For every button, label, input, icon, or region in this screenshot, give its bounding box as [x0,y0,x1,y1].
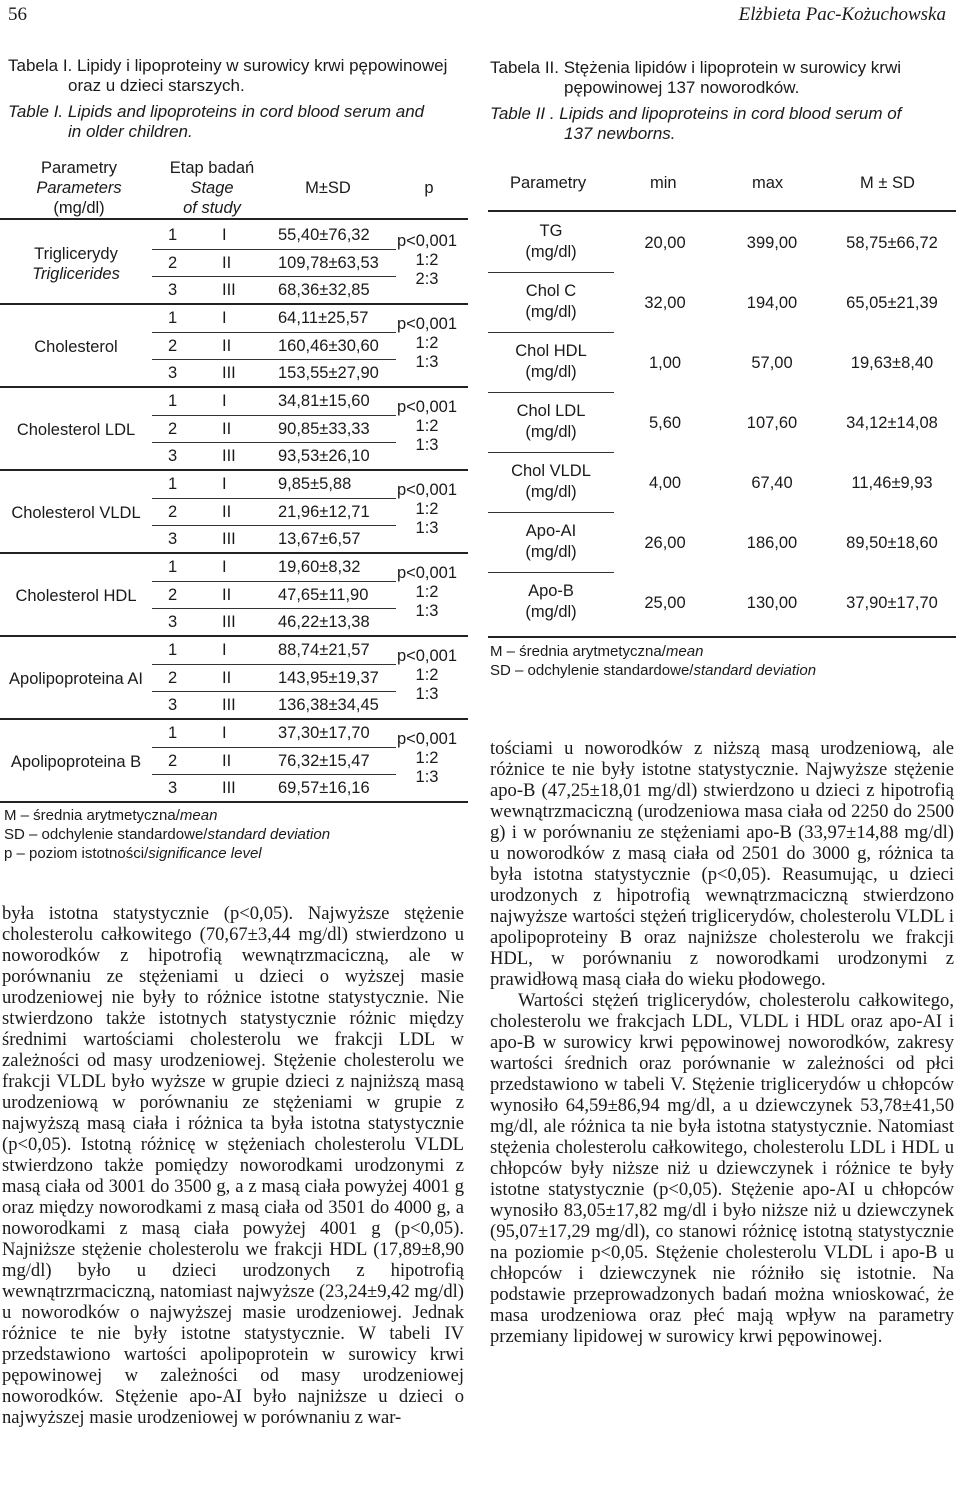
msd-value: 136,38±34,45 [278,696,379,714]
table1-group-name-en: Triglicerides [32,265,120,283]
table1-caption-en-2: in older children. [68,122,193,141]
min-value: 32,00 [644,294,686,312]
msd-value: 153,55±27,90 [278,364,379,382]
p-value-p3: 1:3 [415,519,439,537]
p-value-p1: p<0,001 [396,730,458,748]
stage-roman: II [222,502,232,521]
table-row [488,460,956,520]
stage-roman: III [222,779,236,797]
table2-caption-pl-2: pępowinowej 137 noworodków. [564,78,800,97]
table1-p-values [382,315,472,372]
table1-group-name [0,420,152,440]
stage-number: 3 [168,530,178,548]
stage-number: 3 [168,281,178,299]
msd-value: 37,90±17,70 [846,594,938,612]
stage-number: 2 [168,336,178,355]
stage-number: 2 [168,585,178,604]
msd-value: 9,85±5,88 [278,475,352,493]
table1-p-values [382,232,472,289]
table1-group-rule [0,635,468,637]
table1-notes [4,806,474,863]
header-stage-en-1: Stage [190,179,234,197]
param-name: Chol C [525,282,577,300]
param-unit: (mg/dl) [525,483,577,501]
msd-value: 160,46±30,60 [278,336,379,355]
msd-value: 13,67±6,57 [278,530,361,548]
table2-param-rule [488,512,614,513]
table1-group-name [0,586,152,606]
stage-number: 1 [168,724,178,742]
msd-value: 21,96±12,71 [278,502,370,521]
stage-roman: I [222,558,227,576]
stage-roman: I [222,226,227,244]
header-stage-pl: Etap badań [169,159,255,177]
table2-header-max: max [752,174,784,192]
stage-number: 3 [168,613,178,631]
p-value-p1: p<0,001 [396,481,458,499]
msd-value: 55,40±76,32 [278,226,370,244]
stage-roman: III [222,447,236,465]
table-row [488,580,956,640]
p-value-p1: p<0,001 [396,398,458,416]
stage-number: 1 [168,392,178,410]
msd-value: 58,75±66,72 [846,234,938,252]
msd-value: 34,12±14,08 [846,414,938,432]
table1-group-rule [0,386,468,388]
p-value-p2: 1:2 [415,417,439,435]
param-unit: (mg/dl) [525,423,577,441]
table2-caption [490,58,960,144]
stage-roman: II [222,751,232,770]
table2-caption-pl-1: Tabela II. Stężenia lipidów i lipoprotein w surowicy krwi [490,58,902,77]
table1-group-name-pl: Apolipoproteina B [10,753,142,771]
stage-roman: I [222,724,227,742]
param-name: Apo-B [528,582,574,600]
max-value: 107,60 [746,414,798,432]
stage-number: 3 [168,447,178,465]
param-unit: (mg/dl) [525,243,577,261]
param-unit: (mg/dl) [525,603,577,621]
table1-header-rule [0,218,468,220]
max-value: 399,00 [746,234,798,252]
param-name: Chol LDL [516,402,586,420]
msd-value: 37,30±17,70 [278,724,370,742]
stage-roman: III [222,530,236,548]
stage-number: 1 [168,226,178,244]
table-row [488,280,956,340]
min-value: 25,00 [644,594,686,612]
table-row [488,400,956,460]
table1-group-name-pl: Cholesterol LDL [16,421,136,439]
table1-note-p-pl: p – poziom istotności/ [4,845,149,862]
table1-group-name [0,669,152,689]
p-value-p2: 1:2 [415,334,439,352]
param-unit: (mg/dl) [525,363,577,381]
table2-bottom-rule [488,636,956,638]
table1-caption [8,56,478,142]
table2-caption-en-1: Table II . Lipids and lipoproteins in cord blood serum of [490,104,902,123]
p-value-p3: 1:3 [415,436,439,454]
table2-note-sd-en: standard deviation [693,662,817,679]
p-value-p2: 1:2 [415,749,439,767]
p-value-p2: 1:2 [415,583,439,601]
table1-group-name [0,503,152,523]
table1-note-sd-pl: SD – odchylenie standardowe/ [4,826,208,843]
p-value-p1: p<0,001 [396,564,458,582]
table1-group-name [0,752,152,772]
table1-group-name-pl: Apolipoproteina AI [9,670,143,688]
stage-roman: III [222,364,236,382]
msd-value: 76,32±15,47 [278,751,370,770]
table1-header-p: p [424,179,434,197]
msd-value: 19,60±8,32 [278,558,361,576]
table1-p-values [382,647,472,704]
header-param-unit: (mg/dl) [53,199,105,217]
stage-roman: III [222,696,236,714]
stage-number: 1 [168,558,178,576]
table2-param-rule [488,332,614,333]
stage-number: 3 [168,696,178,714]
table1-group-name [0,244,152,284]
stage-number: 2 [168,253,178,272]
stage-number: 2 [168,419,178,438]
p-value-p1: p<0,001 [396,647,458,665]
stage-roman: III [222,281,236,299]
table2-note-sd-pl: SD – odchylenie standardowe/ [490,662,694,679]
stage-roman: I [222,641,227,659]
stage-roman: II [222,336,232,355]
p-value-p3: 1:3 [415,353,439,371]
table1-p-values [382,398,472,455]
stage-number: 1 [168,309,178,327]
param-name: TG [539,222,563,240]
msd-value: 47,65±11,90 [278,585,369,604]
table2-header-rule [488,210,956,212]
table2-header-min: min [650,174,677,192]
table1-group-rule [0,552,468,554]
min-value: 20,00 [644,234,686,252]
stage-number: 3 [168,779,178,797]
table1-group-name-pl: Cholesterol HDL [15,587,137,605]
table2-note-m-pl: M – średnia arytmetyczna/ [490,643,666,660]
table2-param-rule [488,452,614,453]
table1-caption-en-1: Table I. Lipids and lipoproteins in cord blood serum and [8,102,425,121]
stage-roman: III [222,613,236,631]
max-value: 57,00 [751,354,793,372]
stage-number: 2 [168,502,178,521]
header-stage-en-2: of study [183,199,241,217]
p-value-p3: 1:3 [415,685,439,703]
stage-number: 3 [168,364,178,382]
param-unit: (mg/dl) [525,543,577,561]
min-value: 5,60 [648,414,682,432]
p-value-p1: p<0,001 [396,315,458,333]
msd-value: 68,36±32,85 [278,281,370,299]
table2-note-m-en: mean [665,643,704,660]
p-value-p3: 2:3 [415,270,439,288]
running-head: Elżbieta Pac-Kożuchowska [738,4,946,25]
table-row [488,340,956,400]
msd-value: 88,74±21,57 [278,641,370,659]
table1-note-m-en: mean [179,807,218,824]
stage-number: 2 [168,668,178,687]
table2-param-rule [488,572,614,573]
body-right-paragraph-1: tościami u noworodków z niższą masą urodzeniową, ale różnice te nie były istotne statystycznie. Najwyższe stężenie apo-B (47,25±18,01 mg/dl) stwierdzono u dzieci z hipotrofią wewnątrzmaciczną (urodzeniowa masa ciała od 2250 do 2500 g) i w porównaniu ze stężeniami apo-B (33,97±14,88 mg/dl) u noworodków z masą ciała od 2501 do 3000 g, różnica ta była istotna statystycznie (p<0,05). Reasumując, u dzieci urodzonych z hipotrofią wewnątrzmaciczną stwierdzono najwyższe wartości stężeń triglicerydów, cholesterolu VLDL i apolipoproteiny B oraz najniższe cholesterolu we frakcji HDL, w porównaniu z noworodkami urodzonymi z prawidłową masą ciała do wieku płodowego. [490,738,954,990]
msd-value: 90,85±33,33 [278,419,370,438]
table1-group-rule [0,469,468,471]
table1-p-values [382,730,472,787]
p-value-p2: 1:2 [415,666,439,684]
param-name: Chol VLDL [511,462,591,480]
max-value: 194,00 [746,294,798,312]
msd-value: 34,81±15,60 [278,392,370,410]
min-value: 26,00 [644,534,686,552]
table1-header-msd: M±SD [305,179,351,197]
param-name: Apo-AI [525,522,577,540]
p-value-p2: 1:2 [415,251,439,269]
table2-caption-en-2: 137 newborns. [564,124,676,143]
table1-caption-pl-1: Tabela I. Lipidy i lipoproteiny w surowicy krwi pępowinowej [8,56,448,75]
page-number: 56 [8,4,27,25]
table2-param-rule [488,392,614,393]
table-row [488,520,956,580]
table1-note-sd-en: standard deviation [207,826,331,843]
msd-value: 93,53±26,10 [278,447,370,465]
body-right-column [490,738,954,1347]
msd-value: 89,50±18,60 [846,534,938,552]
stage-roman: II [222,419,232,438]
table1-group-name-pl: Triglicerydy [34,245,118,263]
max-value: 130,00 [746,594,798,612]
stage-roman: I [222,475,227,493]
param-name: Chol HDL [515,342,587,360]
header-param-pl: Parametry [40,159,118,177]
table2-param-rule [488,272,614,273]
table1-group-name-pl: Cholesterol [34,338,118,356]
p-value-p1: p<0,001 [396,232,458,250]
msd-value: 65,05±21,39 [846,294,938,312]
body-left-paragraph: była istotna statystycznie (p<0,05). Najwyższe stężenie cholesterolu całkowitego (70,67±3,44 mg/dl) stwierdzono u noworodków z hipotrofią wewnątrzmaciczną, ale w porównaniu ze stężeniami u dzieci o wyższej masie urodzeniowej nie były to różnice istotne statystycznie. Nie stwierdzono także istotnych statystycznie różnic między średnimi wartościami cholesterolu we frakcji LDL w zależności od masy urodzeniowej. Stężenie cholesterolu we frakcji VLDL było wyższe w grupie dzieci z najniższą masą urodzeniową w porównaniu ze stężeniami w grupie z najwyższą masą ciała i różnica ta była istotna statystycznie (p<0,05). Istotną różnicę w stężeniach cholesterolu VLDL stwierdzono także pomiędzy noworodkami urodzonymi z masą ciała od 3001 do 3500 g, a z masą ciała powyżej 4001 g oraz między noworodkami z masą ciała od 3501 do 4000 g, a noworodkami z masą ciała powyżej 4001 g (p<0,05). Najniższe stężenie cholesterolu we frakcji HDL (17,89±8,90 mg/dl) było u dzieci urodzonych z hipotrofią wewnątrzrmaciczną, natomiast najwyższe (23,24±9,42 mg/dl) u noworodków o najwyższej masie urodzeniowej. Jednak różnice te nie były istotne statystycznie. W tabeli IV przedstawiono wartości apolipoprotein w surowicy krwi pępowinowej w zależności od masy urodzeniowej noworodków. Stężenie apo-AI było najniższe u dzieci o najwyższej masie urodzeniowej w porównaniu z war- [2,903,464,1428]
table1-header-stage [152,158,272,218]
max-value: 67,40 [751,474,793,492]
msd-value: 19,63±8,40 [850,354,934,372]
body-left-column [2,903,464,1428]
table1-note-p-en: significance level [148,845,262,862]
min-value: 1,00 [648,354,682,372]
msd-value: 143,95±19,37 [278,668,379,687]
msd-value: 46,22±13,38 [278,613,370,631]
table-row [488,220,956,280]
table1-note-m-pl: M – średnia arytmetyczna/ [4,807,180,824]
table2-header-param: Parametry [510,174,587,192]
msd-value: 109,78±63,53 [278,253,379,272]
table1-group-rule [0,303,468,305]
stage-number: 1 [168,641,178,659]
table1-group-rule [0,718,468,720]
p-value-p3: 1:3 [415,602,439,620]
stage-roman: I [222,309,227,327]
table1-group-rule [0,801,468,803]
msd-value: 69,57±16,16 [278,779,370,797]
table2-notes [490,642,960,680]
table1-group-name [0,337,152,357]
table1-p-values [382,564,472,621]
table1-caption-pl-2: oraz u dzieci starszych. [68,76,245,95]
msd-value: 64,11±25,57 [278,309,369,327]
stage-roman: II [222,668,232,687]
stage-number: 1 [168,475,178,493]
table1-p-values [382,481,472,538]
table2-header-msd: M ± SD [860,174,915,192]
param-unit: (mg/dl) [525,303,577,321]
max-value: 186,00 [746,534,798,552]
stage-roman: II [222,253,232,272]
header-param-en: Parameters [36,179,122,197]
msd-value: 11,46±9,93 [851,474,933,492]
stage-roman: I [222,392,227,410]
table1-group-name-pl: Cholesterol VLDL [11,504,141,522]
stage-roman: II [222,585,232,604]
p-value-p3: 1:3 [415,768,439,786]
body-right-paragraph-2: Wartości stężeń triglicerydów, cholesterolu całkowitego, cholesterolu we frakcjach LDL, VLDL i HDL oraz apo-AI i apo-B w surowicy krwi pępowinowej noworodków, zakresy wartości średnich oraz porównanie w zależności od płci przedstawiono w tabeli V. Stężenie triglicerydów u chłopców wynosiło 64,59±86,94 mg/dl, a u dziewczynek 53,78±41,50 mg/dl, ale różnica ta nie była istotna statystycznie. Natomiast stężenia cholesterolu całkowitego, cholesterolu LDL i HDL u chłopców były niższe niż u dziewczynek i różnice te były istotne statystycznie (p<0,05). Stężenie apo-AI u chłopców wynosiło 83,05±17,82 mg/dl i było niższe niż u dziewczynek (95,07±17,29 mg/dl), co stanowi różnicę istotną statystycznie na poziomie p<0,05. Stężenie cholesterolu VLDL i apo-B u chłopców i dziewczynek nie różniło się istotnie. Na podstawie przeprowadzonych badań można wnioskować, że masa urodzeniowa oraz płeć mają wpływ na parametry przemiany lipidowej w surowicy krwi pępowinowej. [490,990,954,1347]
min-value: 4,00 [648,474,682,492]
table1-header-parameters [4,158,154,218]
stage-number: 2 [168,751,178,770]
p-value-p2: 1:2 [415,500,439,518]
